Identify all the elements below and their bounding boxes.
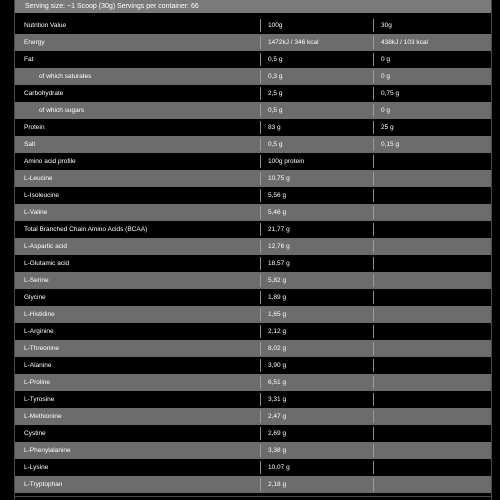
value-per-100g: 83 g [268, 124, 281, 131]
table-row [15, 340, 491, 357]
column-divider [373, 104, 374, 117]
serving-size-header [15, 0, 491, 13]
column-divider [373, 359, 374, 372]
nutrient-label: Energy [24, 39, 45, 46]
nutrient-label: L-Alanine [24, 362, 52, 369]
table-row [15, 204, 491, 221]
value-per-serving: 0 g [381, 56, 391, 63]
table-row [15, 442, 491, 459]
value-per-100g: 3,31 g [268, 396, 287, 403]
nutrient-label: L-Serine [24, 277, 49, 284]
table-row [15, 170, 491, 187]
column-divider [260, 223, 261, 236]
column-divider [260, 274, 261, 287]
column-divider [373, 342, 374, 355]
nutrient-label: Total Branched Chain Amino Acids (BCAA) [24, 226, 148, 233]
column-divider [373, 121, 374, 134]
column-divider [260, 19, 261, 32]
value-per-100g: 100g protein [268, 158, 305, 165]
value-per-100g: 0,3 g [268, 73, 283, 80]
column-divider [373, 291, 374, 304]
table-row [15, 85, 491, 102]
table-row [15, 374, 491, 391]
column-divider [260, 376, 261, 389]
column-divider [260, 53, 261, 66]
table-row [15, 238, 491, 255]
table-row [15, 255, 491, 272]
table-row [15, 391, 491, 408]
nutrient-label: L-Lysine [24, 464, 49, 471]
column-divider [373, 223, 374, 236]
column-divider [260, 393, 261, 406]
column-divider [373, 393, 374, 406]
serving-size-text: Serving size: ~1 Scoop (30g) Servings per container: 66 [25, 3, 199, 10]
table-row [15, 306, 491, 323]
column-divider [260, 121, 261, 134]
column-divider [260, 359, 261, 372]
nutrient-label: L-Aspartic acid [24, 243, 67, 250]
column-divider [373, 376, 374, 389]
column-divider [260, 257, 261, 270]
column-divider [260, 87, 261, 100]
nutrient-label: L-Leucine [24, 175, 53, 182]
column-divider [373, 240, 374, 253]
value-per-100g: 0,5 g [268, 107, 283, 114]
value-per-100g: 5,56 g [268, 192, 287, 199]
table-row [15, 34, 491, 51]
nutrient-label: L-Tyrosine [24, 396, 55, 403]
nutrient-label: Amino acid profile [24, 158, 76, 165]
table-row [15, 17, 491, 34]
value-per-100g: 21,77 g [268, 226, 290, 233]
table-row [15, 187, 491, 204]
column-divider [373, 206, 374, 219]
value-per-serving: 0,75 g [381, 90, 400, 97]
column-divider [260, 325, 261, 338]
column-divider [260, 70, 261, 83]
nutrient-label: L-Phenylalanine [24, 447, 71, 454]
value-per-100g: 18,57 g [268, 260, 290, 267]
column-divider [260, 308, 261, 321]
column-divider [373, 138, 374, 151]
column-divider [373, 36, 374, 49]
nutrient-label: Fat [24, 56, 34, 63]
table-row [15, 68, 491, 85]
table-row [15, 272, 491, 289]
value-per-100g: 0,5 g [268, 141, 283, 148]
column-divider [260, 104, 261, 117]
nutrient-label: Salt [24, 141, 36, 148]
value-per-serving: 30g [381, 22, 392, 29]
table-bottom-border [15, 496, 491, 497]
column-divider [260, 410, 261, 423]
column-divider [260, 461, 261, 474]
table-row [15, 476, 491, 493]
column-divider [260, 172, 261, 185]
value-per-100g: 3,90 g [268, 362, 287, 369]
value-per-100g: 12,76 g [268, 243, 290, 250]
column-divider [260, 444, 261, 457]
column-divider [373, 172, 374, 185]
nutrient-label: Protein [24, 124, 45, 131]
value-per-serving: 0 g [381, 73, 391, 80]
nutrient-label: L-Tryptophan [24, 481, 63, 488]
table-row [15, 425, 491, 442]
value-per-100g: 5,82 g [268, 277, 287, 284]
table-row [15, 136, 491, 153]
nutrient-label: Nutrition Value [24, 22, 67, 29]
nutrient-label: L-Arginine [24, 328, 54, 335]
column-divider [373, 478, 374, 491]
column-divider [373, 53, 374, 66]
value-per-100g: 100g [268, 22, 283, 29]
value-per-100g: 2,47 g [268, 413, 287, 420]
column-divider [260, 240, 261, 253]
nutrient-label: of which saturates [39, 73, 92, 80]
column-divider [260, 206, 261, 219]
column-divider [260, 138, 261, 151]
table-row [15, 408, 491, 425]
table-row [15, 51, 491, 68]
column-divider [260, 155, 261, 168]
value-per-serving: 0 g [381, 107, 391, 114]
value-per-100g: 10,07 g [268, 464, 290, 471]
nutrition-table [14, 0, 492, 500]
column-divider [373, 155, 374, 168]
nutrient-label: L-Threonine [24, 345, 60, 352]
table-row [15, 459, 491, 476]
column-divider [373, 70, 374, 83]
table-row [15, 102, 491, 119]
column-divider [260, 427, 261, 440]
nutrient-label: L-Histidine [24, 311, 55, 318]
nutrient-label: L-Valine [24, 209, 48, 216]
value-per-100g: 1,65 g [268, 311, 287, 318]
value-per-serving: 0,15 g [381, 141, 400, 148]
value-per-100g: 3,38 g [268, 447, 287, 454]
column-divider [373, 461, 374, 474]
column-divider [260, 342, 261, 355]
column-divider [373, 410, 374, 423]
nutrient-label: of which sugars [39, 107, 85, 114]
column-divider [260, 36, 261, 49]
value-per-100g: 10,75 g [268, 175, 290, 182]
table-row [15, 221, 491, 238]
value-per-100g: 1472kJ / 346 kcal [268, 39, 319, 46]
column-divider [373, 325, 374, 338]
column-divider [260, 189, 261, 202]
nutrient-label: L-Isoleucine [24, 192, 60, 199]
value-per-100g: 6,51 g [268, 379, 287, 386]
column-divider [373, 274, 374, 287]
table-row [15, 153, 491, 170]
value-per-serving: 25 g [381, 124, 394, 131]
value-per-100g: 1,89 g [268, 294, 287, 301]
nutrient-label: Cystine [24, 430, 46, 437]
nutrient-label: Carbohydrate [24, 90, 64, 97]
value-per-100g: 8,02 g [268, 345, 287, 352]
column-divider [373, 189, 374, 202]
value-per-100g: 2,18 g [268, 481, 287, 488]
column-divider [260, 478, 261, 491]
table-row [15, 289, 491, 306]
column-divider [373, 257, 374, 270]
nutrient-label: L-Glutamic acid [24, 260, 70, 267]
column-divider [373, 444, 374, 457]
column-divider [373, 87, 374, 100]
value-per-100g: 5,46 g [268, 209, 287, 216]
nutrient-label: L-Proline [24, 379, 51, 386]
value-per-100g: 2,5 g [268, 90, 283, 97]
column-divider [260, 291, 261, 304]
value-per-serving: 438kJ / 103 kcal [381, 39, 428, 46]
nutrient-label: Glycine [24, 294, 46, 301]
column-divider [373, 308, 374, 321]
column-divider [373, 427, 374, 440]
table-row [15, 323, 491, 340]
value-per-100g: 2,12 g [268, 328, 287, 335]
table-row [15, 119, 491, 136]
nutrient-label: L-Methionine [24, 413, 62, 420]
value-per-100g: 0,5 g [268, 56, 283, 63]
value-per-100g: 2,69 g [268, 430, 287, 437]
table-row [15, 357, 491, 374]
column-divider [373, 19, 374, 32]
